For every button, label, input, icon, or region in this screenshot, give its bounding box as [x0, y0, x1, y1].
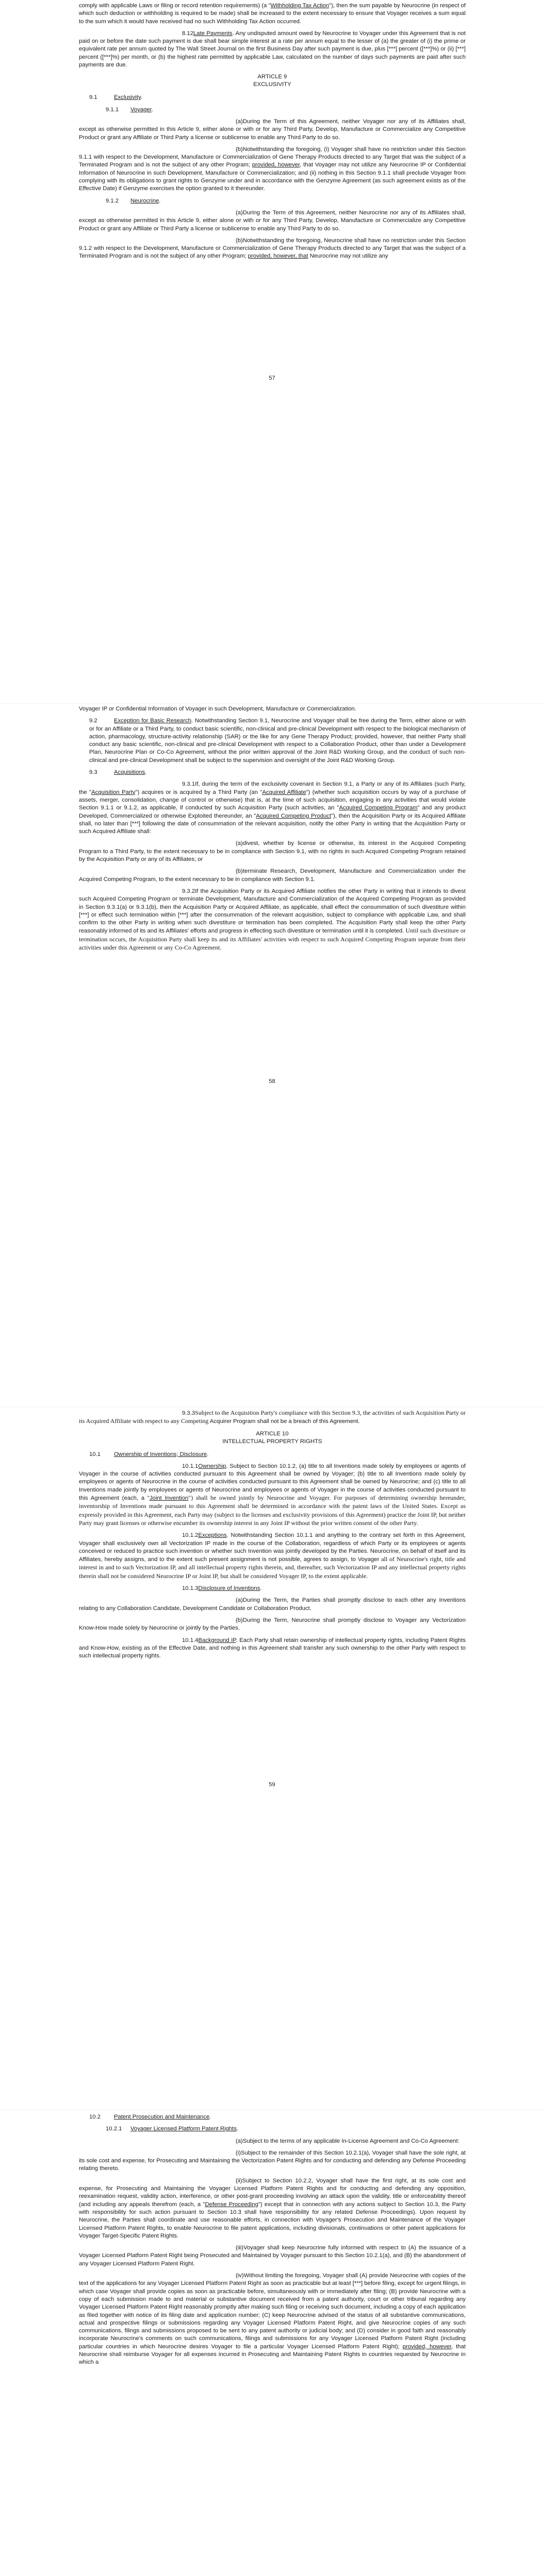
document-page-57: [0, 0, 544, 703]
section-10-2: 10.2 Patent Prosecution and Maintenance.: [89, 2114, 211, 2120]
page-number: 58: [269, 1078, 275, 1084]
section-10-2-1-a-iv: (iv)Without limiting the foregoing, Voyager shall (A) provide Neurocrine with copies of the text of the applications for any Voyager Licensed Platform Patent Right as soon as practicable but at least [***] before filing, except for urgent filings, in which case Voyager shall provide copies as soon as practicable before, simultaneously with or immediately after filing; (B) provide Neurocrine with a copy of each submission made to and material or substantive document received from a patent authority, court or other tribunal regarding any Voyager Licensed Platform Patent Right reasonably promptly after making such filing or receiving such document, including a copy of each application as filed together with notice of its filing date and application number; (C) keep Neurocrine advised of the status of all substantive communications, actual and prospective filings or submissions regarding any Voyager Licensed Platform Patent Right, and give Neurocrine copies of any such communications, filings and submissions proposed to be sent to any patent authority or judicial body; and (D) consider in good faith and reasonably incorporate Neurocrine's comments on such communications, filings and submissions for any Voyager Licensed Platform Patent Right (including particular countries in which Neurocrine desires Voyager to file a particular Voyager Licensed Platform Patent Right); provided, however, that Neurocrine shall reimburse Voyager for all expenses incurred in Prosecuting and Maintaining Patent Rights in countries requested by Neurocrine in which a: [79, 2273, 466, 2366]
section-10-1-3: 10.1.3Disclosure of Inventions.: [182, 1585, 262, 1592]
section-10-2-1-a-i: (i)Subject to the remainder of this Section 10.2.1(a), Voyager shall have the sole right, at its sole cost and expense, for Prosecuting and Maintaining the Vectorization Patent Rights and for conducting and defending any Defense Proceeding relating thereto.: [79, 2149, 466, 2172]
section-9-3-1-a: (a)divest, whether by license or otherwise, its interest in the Acquired Competing Program to a Third Party, to the extent necessary to be in compliance with Section 9.1, with no rights in such Acquired Competing Program retained by the Acquisition Party or any of its Affiliates; or: [79, 840, 466, 863]
section-10-2-1: 10.2.1 Voyager Licensed Platform Patent Rights.: [106, 2126, 239, 2132]
article-10-heading: ARTICLE 10 INTELLECTUAL PROPERTY RIGHTS: [222, 1430, 322, 1445]
section-9-1-2-a: (a)During the Term of this Agreement, neither Neurocrine nor any of its Affiliates shall, except as otherwise permitted in this Article 9, either alone or with or for any Third Party, Develop, Manufacture or Commercialize any Competitive Product or grant any Affiliate or Third Party a license or sublicense to enable any Third Party to do so.: [79, 209, 466, 232]
section-9-3-1-b: (b)terminate Research, Development, Manufacture and Commercialization under the Acquired Competing Program, to the extent necessary to be in compliance with Section 9.1.: [79, 868, 466, 883]
section-9-3-1: 9.3.1If, during the term of the exclusivity covenant in Section 9.1, a Party or any of its Affiliates (such Party, the "Acquisition Party") acquires or is acquired by a Third Party (an "Acquired Affiliate") (whether such acquisition occurs by way of a purchase of assets, merger, consolidation, change of control or otherwise) that is, at the time of such acquisition, engaging in any activities that would violate Section 9.1.1 or 9.1.2, as applicable, if conducted by such Acquisition Party (such activities, an "Acquired Competing Program" and any product Developed, Commercialized or otherwise Exploited thereunder, an "Acquired Competing Product"), then the Acquisition Party or its Acquired Affiliate shall, no later than [***] following the date of consummation of the relevant acquisition, notify the other Party in writing that the Acquisition Party or such Acquired Affiliate shall:: [79, 781, 466, 835]
section-10-1: 10.1 Ownership of Inventions; Disclosure.: [89, 1451, 209, 1458]
section-title: Late Payments: [193, 30, 233, 37]
paragraph-withholding-tax: comply with applicable Laws or filing or record retention requirements) (a "Withholding Tax Action"), then the sum payable by Neurocrine (in respect of which such deduction or withholding is required to be made) shall be increased to the extent necessary to ensure that Voyager receives a sum equal to the sum which it would have received had no such Withholding Tax Action occurred.: [79, 3, 466, 25]
document-page-59: [0, 1407, 544, 2110]
section-9-3-3: 9.3.3Subject to the Acquisition Party's compliance with this Section 9.3, the activities of such Acquisition Party or its Acquired Affiliate with respect to any Competing Acquirer Program shall not be a breach of this Agreement.: [79, 1409, 466, 1425]
section-9-1-2-b: (b)Notwithstanding the foregoing, Neurocrine shall have no restriction under this Section 9.1.2 with respect to the Development, Manufacture or Commercialization of Gene Therapy Products directed to any Target that was the subject of a Terminated Program and is not the subject of any other Program; provided, however, that Neurocrine may not utilize any: [79, 237, 466, 260]
section-9-1: 9.1 Exclusivity.: [89, 94, 143, 101]
section-10-1-3-a: (a)During the Term, the Parties shall promptly disclose to each other any Inventions relating to any Collaboration Candidate, Development Candidate or Collaboration Product.: [79, 1597, 466, 1612]
section-10-1-4: 10.1.4Background IP. Each Party shall retain ownership of intellectual property rights, including Patent Rights and Know-How, existing as of the Effective Date, and nothing in this Agreement shall transfer any such ownership to the other Party with respect to such intellectual property rights.: [79, 1637, 466, 1659]
section-9-1-1-a: (a)During the Term of this Agreement, neither Voyager nor any of its Affiliates shall, except as otherwise permitted in this Article 9, either alone or with or for any Third Party, Develop, Manufacture or Commercialize any Competitive Product or grant any Affiliate or Third Party a license or sublicense to enable any Third Party to do so.: [79, 118, 466, 141]
page-number: 57: [269, 375, 275, 381]
section-10-2-1-a-iii: (iii)Voyager shall keep Neurocrine fully informed with respect to (A) the issuance of a Voyager Licensed Platform Patent Right being Prosecuted and Maintained by Voyager pursuant to this Section 10.2.1(a), and (B) the abandonment of any Voyager Licensed Platform Patent Right.: [79, 2245, 466, 2267]
section-9-3: 9.3 Acquisitions.: [89, 769, 147, 776]
section-10-1-1: 10.1.1Ownership. Subject to Section 10.1.2, (a) title to all Inventions made solely by employees or agents of Voyager in the course of activities conducted pursuant to this Agreement shall be owned by Voyager; (b) title to all Inventions made solely by employees or agents of Neurocrine in the course of activities conducted pursuant to this Agreement shall be owned by Neurocrine; and (c) title to all Inventions made jointly by employees or agents of Neurocrine and employees or agents of Voyager in the course of activities conducted pursuant to this Agreement (each, a "Joint Invention") shall be owned jointly by Neurocrine and Voyager. For purposes of determining ownership hereunder, inventorship of Inventions made pursuant to this Agreement shall be determined in accordance with the patent laws of the United States. Except as expressly provided in this Agreement, each Party may (subject to the licenses and exclusivity provisions of this Agreement) practice the Joint IP, but neither Party may grant licenses or otherwise encumber its ownership interest in any Joint IP without the prior written consent of the other Party.: [79, 1463, 466, 1527]
section-10-2-1-a: (a)Subject to the terms of any applicable In-License Agreement and Co-Co Agreement:: [236, 2138, 459, 2144]
article-9-heading: ARTICLE 9 EXCLUSIVITY: [253, 74, 291, 88]
section-9-3-2: 9.3.2If the Acquisition Party or its Acquired Affiliate notifies the other Party in writing that it intends to divest such Acquired Competing Program or terminate Development, Manufacture and Commercialization of the Acquired Competing Program as provided in Section 9.3.1(a) or 9.3.1(b), then the Acquisition Party or Acquired Affiliate, as applicable, shall effect the consummation of such divestiture within [***] or effect such termination within [***] after the consummation of the relevant acquisition, subject to compliance with applicable Law, and shall confirm to the other Party in writing when such divestiture or termination has been completed. The Acquisition Party shall keep the other Party reasonably informed of its and its Affiliates' efforts and progress in effecting such divestiture or termination until it is completed. Until such divestiture or termination occurs, the Acquisition Party shall keep its and its Affiliates' activities with respect to such Acquired Competing Program separate from their activities under this Agreement or any Co-Co Agreement.: [79, 888, 466, 952]
document-page-60: [0, 2110, 544, 2576]
section-10-1-2: 10.1.2Exceptions. Notwithstanding Section 10.1.1 and anything to the contrary set forth in this Agreement, Voyager shall exclusively own all Vectorization IP made in the course of the Collaboration, regardless of which Party or its employees or agents conceived or reduced to practice such invention or whether such Invention was jointly developed by the Parties. Neurocrine, on behalf of itself and its Affiliates, hereby assigns, and to the extent such present assignment is not possible, agrees to assign, to Voyager all of Neurocrine's right, title and interest in and to such Vectorization IP, and all intellectual property rights therein, and, thereafter, such Vectorization IP and any intellectual property rights therein shall not be considered Neurocrine IP or Joint IP, but shall be considered Voyager IP, to the extent applicable.: [79, 1532, 466, 1580]
defined-term: Withholding Tax Action: [270, 3, 329, 9]
section-9-1-1-b: (b)Notwithstanding the foregoing, (i) Voyager shall have no restriction under this Section 9.1.1 with respect to the Development, Manufacture or Commercialization of Gene Therapy Products directed to any Target that was the subject of a Terminated Program and is not the subject of any other Program; provided, however, that Voyager may not utilize any Neurocrine IP or Confidential Information of Neurocrine in such Development, Manufacture or Commercialization; and (ii) nothing in this Section 9.1.1 shall preclude Voyager from complying with its obligations to grant rights to Genzyme under and in accordance with the Genzyme Agreement (as such agreement exists as of the Effective Date) if Genzyme exercises the option granted to it thereunder.: [79, 146, 466, 192]
section-9-1-1: 9.1.1 Voyager.: [106, 106, 153, 113]
document-page-58: [0, 704, 544, 1406]
section-8-12: 8.12Late Payments. Any undisputed amount owed by Neurocrine to Voyager under this Agreement that is not paid on or before the date such payment is due shall bear simple interest at a rate per annum equal to the lesser of (a) the greater of (i) the prime or equivalent rate per annum quoted by The Wall Street Journal on the first Business Day after such payment is due, plus [***] percent ([***]%) or (ii) [***] percent ([***]%) per month, or (b) the highest rate permitted by applicable Law, calculated on the number of days such payments are paid after such payments are due.: [79, 30, 466, 69]
page-number: 59: [269, 1782, 275, 1788]
section-9-2: 9.2 Exception for Basic Research. Notwithstanding Section 9.1, Neurocrine and Voyager shall be free during the Term, either alone or with or for an Affiliate or a Third Party, to conduct basic scientific, non-clinical and pre-clinical Development with respect to the biological mechanism of action, pharmacology, structure-activity relationship (SAR) or the like for any Gene Therapy Product; provided, however, that neither Party shall conduct any basic scientific, non-clinical and pre-clinical Development with respect to a Collaboration Product, other than under a Development Plan, Neurocrine Plan or Co-Co Agreement, without the prior written approval of the Joint R&D Working Group, and the conduct of such non-clinical and pre-clinical Development shall be subject to the supervision and oversight of the Joint R&D Working Group.: [89, 718, 466, 764]
section-10-1-3-b: (b)During the Term, Neurocrine shall promptly disclose to Voyager any Vectorization Know-How made solely by Neurocrine or jointly by the Parties.: [79, 1617, 466, 1632]
section-9-1-2: 9.1.2 Neurocrine.: [106, 197, 161, 204]
paragraph-continuation: Voyager IP or Confidential Information of Voyager in such Development, Manufacture or Commercialization.: [79, 706, 356, 712]
section-10-2-1-a-ii: (ii)Subject to Section 10.2.2, Voyager shall have the first right, at its sole cost and expense, for Prosecuting and Maintaining the Voyager Licensed Platform Patent Rights and for conducting and defending any opposition, reexamination request, validity action, interference, or other post-grant proceeding involving an attack upon the validity, title or enforceability thereof (and including any appeals therefrom (each, a "Defense Proceeding") except that in connection with any actions subject to Section 10.3, the Party with responsibility for such action pursuant to Section 10.3 shall have responsibility for any related Defense Proceedings). Upon request by Neurocrine, the Parties shall coordinate and use reasonable efforts, in connection with Voyager's Prosecution and Maintenance of the Voyager Licensed Platform Patent Rights, to enable Neurocrine to file patent applications, including divisionals, continuations or other patent applications for Voyager Target-Specific Patent Rights.: [79, 2177, 466, 2239]
